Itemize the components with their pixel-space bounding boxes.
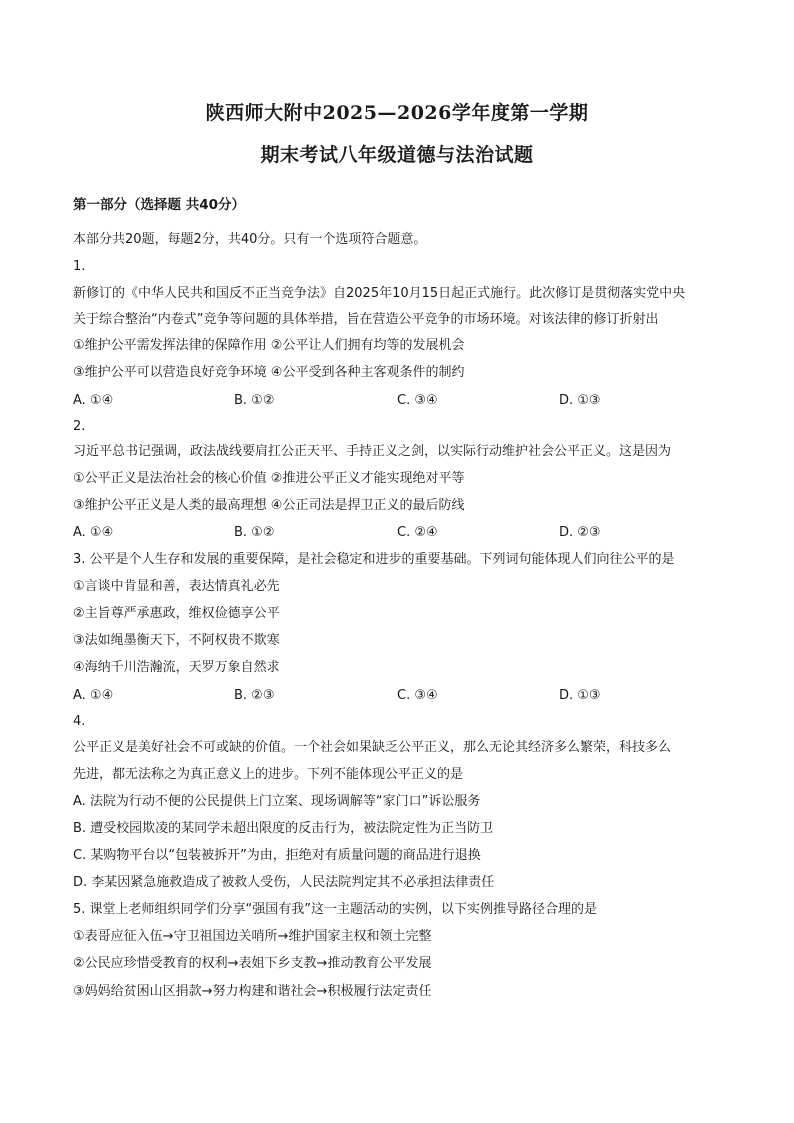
- q2-items-line1: ①公平正义是法治社会的核心价值 ②推进公平正义才能实现绝对平等: [73, 471, 465, 486]
- q3-item2: ②主旨尊严承惠政，维权俭德享公平: [73, 606, 280, 621]
- q2-option-c: C. ②④: [397, 525, 438, 540]
- q4-number: 4.: [73, 714, 86, 729]
- q1-option-a: A. ①④: [73, 393, 114, 408]
- q5-item1: ①表哥应征入伍→守卫祖国边关哨所→维护国家主权和领土完整: [73, 929, 432, 944]
- q2-stem-line1: 习近平总书记强调，政法战线要肩扛公正天平、手持正义之剑，以实际行动维护社会公平正义。这是因为: [73, 444, 672, 459]
- q2-number: 2.: [73, 419, 86, 434]
- q4-option-b: B. 遭受校园欺凌的某同学未超出限度的反击行为，被法院定性为正当防卫: [73, 821, 494, 836]
- q3-item4: ④海纳千川浩瀚流，天罗万象自然求: [73, 660, 280, 675]
- q2-option-b: B. ①②: [234, 525, 275, 540]
- q3-option-b: B. ②③: [234, 688, 275, 703]
- q5-item2: ②公民应珍惜受教育的权利→表姐下乡支教→推动教育公平发展: [73, 956, 432, 971]
- q2-option-a: A. ①④: [73, 525, 114, 540]
- q4-option-a: A. 法院为行动不便的公民提供上门立案、现场调解等“家门口”诉讼服务: [73, 794, 481, 809]
- q4-option-c: C. 某购物平台以“包装被拆开”为由，拒绝对有质量问题的商品进行退换: [73, 848, 481, 863]
- q1-option-c: C. ③④: [397, 393, 438, 408]
- q4-stem-line2: 先进，都无法称之为真正意义上的进步。下列不能体现公平正义的是: [73, 767, 464, 782]
- q4-stem-line1: 公平正义是美好社会不可或缺的价值。一个社会如果缺乏公平正义，那么无论其经济多么繁荣，科技多么: [73, 740, 672, 755]
- q3-stem-line1: 3. 公平是个人生存和发展的重要保障，是社会稳定和进步的重要基础。下列词句能体现人们向往公平的是: [73, 552, 675, 567]
- instructions: 本部分共20题，每题2分，共40分。只有一个选项符合题意。: [73, 232, 427, 247]
- section-heading: 第一部分（选择题 共40分）: [73, 197, 245, 213]
- q4-option-d: D. 李某因紧急施救造成了被救人受伤，人民法院判定其不必承担法律责任: [73, 875, 495, 890]
- q1-stem-line1: 新修订的《中华人民共和国反不正当竞争法》自2025年10月15日起正式施行。此次修订是贯彻落实党中央: [73, 286, 686, 301]
- exam-title-line1: 陕西师大附中2025—2026学年度第一学期: [205, 102, 589, 124]
- q1-items-line2: ③维护公平可以营造良好竞争环境 ④公平受到各种主客观条件的制约: [73, 365, 465, 380]
- q3-option-a: A. ①④: [73, 688, 114, 703]
- q5-item3: ③妈妈给贫困山区捐款→努力构建和谐社会→积极履行法定责任: [73, 984, 432, 999]
- q2-items-line2: ③维护公平正义是人类的最高理想 ④公正司法是捍卫正义的最后防线: [73, 498, 465, 513]
- q1-stem-line2: 关于综合整治“内卷式”竞争等问题的具体举措，旨在营造公平竞争的市场环境。对该法律的修订折射出: [73, 312, 659, 327]
- q5-stem-line1: 5. 课堂上老师组织同学们分享“强国有我”这一主题活动的实例，以下实例推导路径合理的是: [73, 902, 598, 917]
- q3-item3: ③法如绳墨衡天下，不阿权贵不欺寒: [73, 633, 280, 648]
- q1-option-b: B. ①②: [234, 393, 275, 408]
- q1-option-d: D. ①③: [559, 393, 601, 408]
- q3-option-c: C. ③④: [397, 688, 438, 703]
- q3-item1: ①言谈中肯显和善，表达情真礼必先: [73, 579, 280, 594]
- q1-items-line1: ①维护公平需发挥法律的保障作用 ②公平让人们拥有均等的发展机会: [73, 338, 465, 353]
- q1-number: 1.: [73, 259, 86, 274]
- exam-title-line2: 期末考试八年级道德与法治试题: [260, 144, 534, 166]
- q3-option-d: D. ①③: [559, 688, 601, 703]
- q2-option-d: D. ②③: [559, 525, 601, 540]
